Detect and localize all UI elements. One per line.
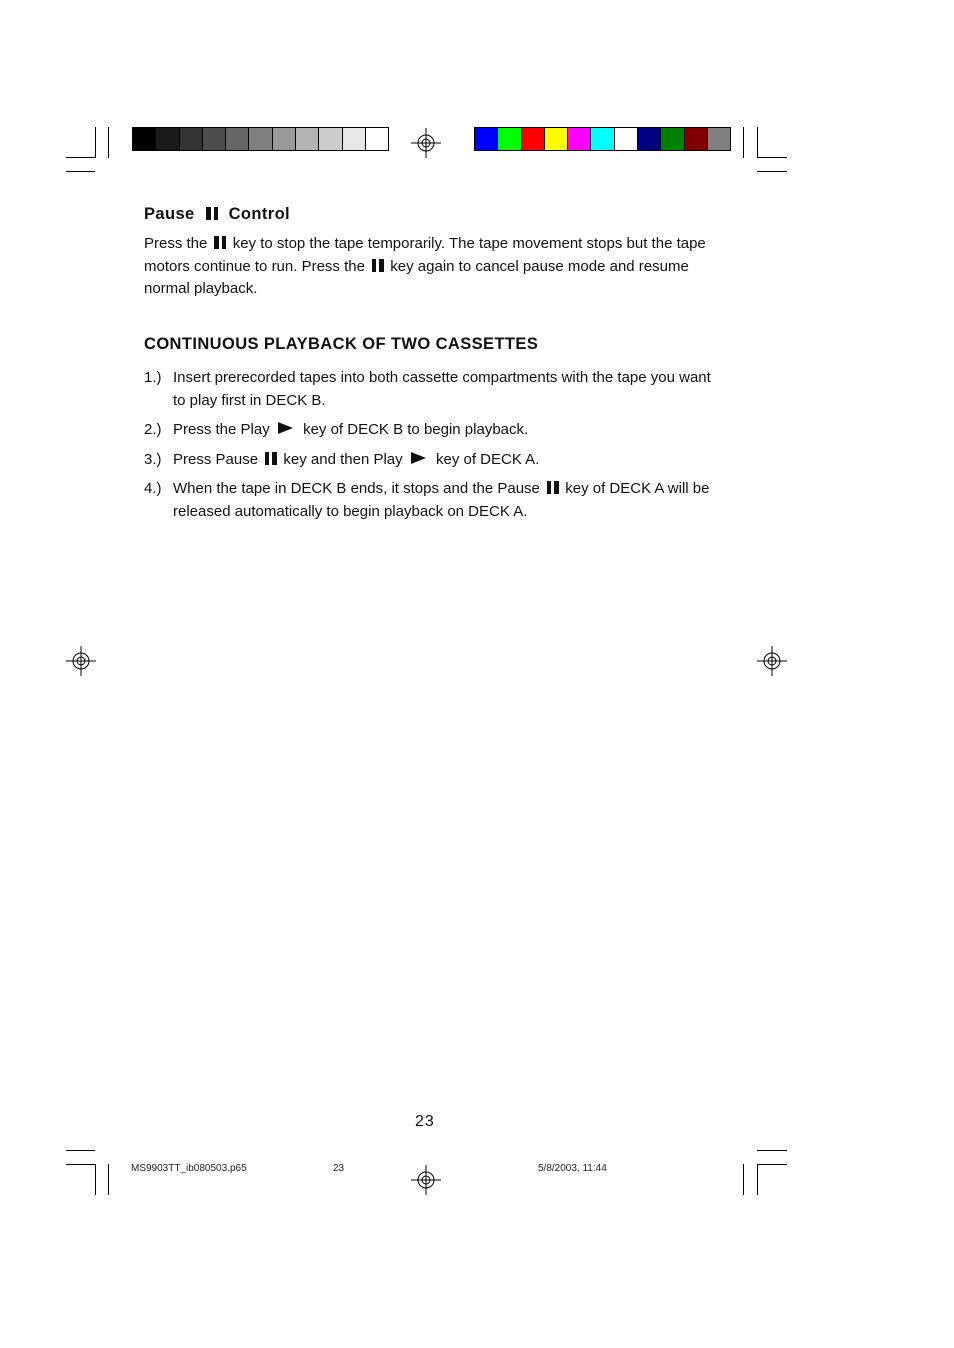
grayscale-color-bar	[132, 127, 389, 151]
gray-swatch	[365, 128, 388, 150]
crop-mark	[95, 1164, 96, 1195]
list-text-part: Press Pause	[173, 450, 259, 468]
gray-swatch	[248, 128, 271, 150]
color-calibration-bar	[474, 127, 731, 151]
crop-mark	[66, 171, 95, 172]
pause-icon	[206, 207, 219, 220]
list-item	[144, 419, 714, 442]
crop-mark	[757, 127, 758, 158]
play-icon	[411, 452, 426, 464]
list-text	[173, 478, 714, 523]
paragraph-text: key again to cancel pause mode and resume normal playback.	[144, 257, 689, 297]
heading-text: Pause	[144, 205, 195, 223]
list-number: 1.)	[144, 369, 162, 386]
page-number: 23	[415, 1113, 435, 1130]
color-swatch	[707, 128, 730, 150]
color-swatch	[590, 128, 613, 150]
list-text: Insert prerecorded tapes into both cassette compartments with the tape you want to play first in DECK B.	[173, 369, 711, 409]
list-number: 2.)	[144, 421, 162, 438]
color-swatch	[544, 128, 567, 150]
color-swatch	[567, 128, 590, 150]
crop-mark	[95, 127, 96, 158]
crop-mark	[108, 1164, 109, 1195]
gray-swatch	[318, 128, 341, 150]
crop-mark	[757, 1164, 758, 1195]
crop-mark	[743, 127, 744, 158]
play-icon	[278, 422, 293, 434]
color-swatch	[660, 128, 683, 150]
crop-mark	[757, 1164, 787, 1165]
list-number: 3.)	[144, 450, 162, 468]
list-text	[173, 449, 714, 472]
color-swatch	[475, 128, 497, 150]
list-text-part: Press the Play	[173, 421, 270, 438]
list-item	[144, 367, 714, 412]
pause-control-heading	[144, 205, 290, 224]
list-text-part: key and then Play	[283, 450, 403, 468]
color-swatch	[521, 128, 544, 150]
color-swatch	[614, 128, 637, 150]
gray-swatch	[272, 128, 295, 150]
paragraph-text: key to stop the tape temporarily. The tape movement stops but the tape motors continue to run. Press the	[144, 235, 706, 275]
color-swatch	[637, 128, 660, 150]
crop-mark	[108, 127, 109, 158]
instruction-list	[144, 367, 714, 523]
list-text-part: key of DECK B to begin playback.	[303, 421, 529, 438]
footer-datetime: 5/8/2003, 11:44	[538, 1163, 607, 1174]
pause-icon	[546, 481, 559, 494]
registration-mark-icon	[757, 646, 787, 676]
list-text-part: key of DECK A will be released automatically to begin playback on DECK A.	[173, 480, 710, 520]
list-text-part: When the tape in DECK B ends, it stops and the Pause	[173, 480, 540, 497]
crop-mark	[743, 1164, 744, 1195]
gray-swatch	[295, 128, 318, 150]
paragraph-text: Press the	[144, 235, 208, 252]
crop-mark	[757, 1150, 787, 1151]
list-item	[144, 449, 714, 472]
gray-swatch	[342, 128, 365, 150]
pause-icon	[264, 452, 277, 465]
pause-icon	[214, 236, 227, 249]
pause-paragraph	[144, 233, 714, 301]
list-number: 4.)	[144, 480, 162, 497]
gray-swatch	[179, 128, 202, 150]
list-item	[144, 478, 714, 523]
gray-swatch	[133, 128, 155, 150]
crop-mark	[66, 1150, 95, 1151]
continuous-playback-heading: CONTINUOUS PLAYBACK OF TWO CASSETTES	[144, 335, 539, 353]
crop-mark	[757, 171, 787, 172]
footer-filename: MS9903TT_ib080503.p65	[131, 1163, 247, 1174]
gray-swatch	[155, 128, 178, 150]
gray-swatch	[225, 128, 248, 150]
registration-mark-icon	[411, 1165, 441, 1195]
gray-swatch	[202, 128, 225, 150]
heading-text: Control	[228, 205, 291, 223]
list-text-part: key of DECK A.	[435, 450, 540, 468]
crop-mark	[757, 157, 787, 158]
footer-page: 23	[333, 1163, 345, 1174]
list-text	[173, 419, 714, 442]
color-swatch	[684, 128, 707, 150]
crop-mark	[66, 1164, 95, 1165]
registration-mark-icon	[66, 646, 96, 676]
registration-mark-icon	[411, 128, 441, 158]
color-swatch	[497, 128, 520, 150]
crop-mark	[66, 157, 95, 158]
pause-icon	[371, 259, 384, 272]
